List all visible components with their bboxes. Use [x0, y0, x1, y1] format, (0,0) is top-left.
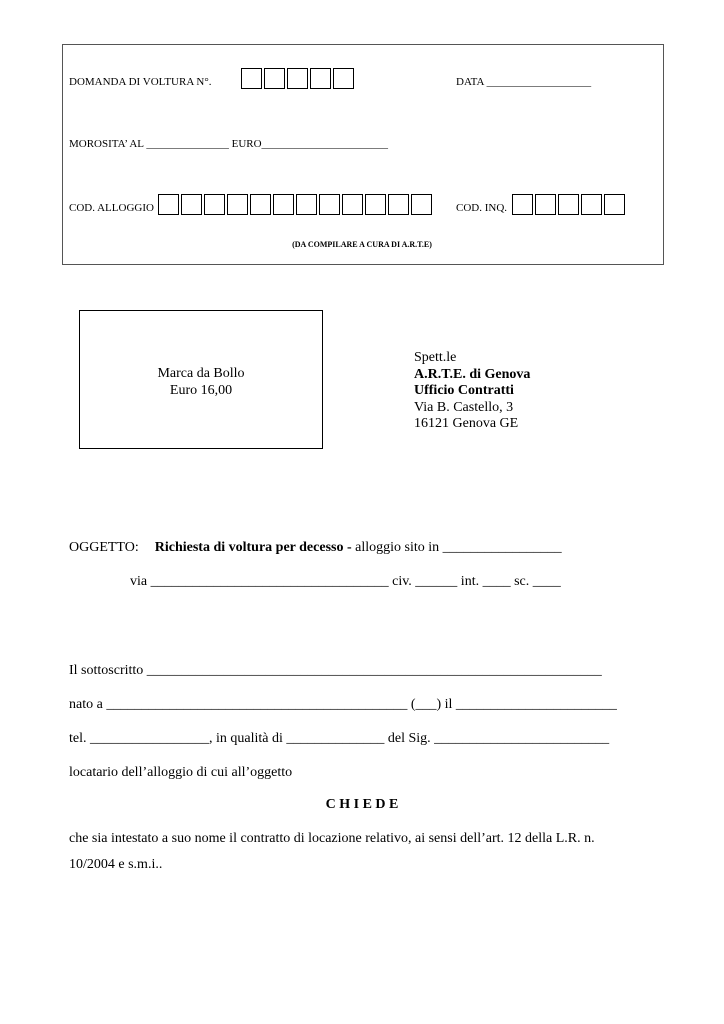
code-cell[interactable]: [287, 68, 308, 89]
code-cell[interactable]: [411, 194, 432, 215]
code-cell[interactable]: [342, 194, 363, 215]
recipient-city: 16121 Genova GE: [414, 416, 519, 431]
code-cell[interactable]: [319, 194, 340, 215]
code-cell[interactable]: [273, 194, 294, 215]
code-cell[interactable]: [158, 194, 179, 215]
marca-da-bollo-box: [79, 310, 323, 449]
code-cell[interactable]: [181, 194, 202, 215]
code-cell[interactable]: [227, 194, 248, 215]
code-cell[interactable]: [604, 194, 625, 215]
request-paragraph-line1: che sia intestato a suo nome il contratto di locazione relativo, ai sensi dell’art. 12 della L.R. n.: [69, 831, 595, 846]
locatario-line: locatario dell’alloggio di cui all’oggetto: [69, 765, 293, 780]
code-cell[interactable]: [204, 194, 225, 215]
code-cell[interactable]: [264, 68, 285, 89]
recipient-office: Ufficio Contratti: [414, 383, 514, 398]
bollo-line2: Euro 16,00: [169, 383, 233, 398]
cod-inq-cells[interactable]: [512, 194, 627, 215]
recipient-name: A.R.T.E. di Genova: [414, 367, 531, 382]
code-cell[interactable]: [310, 68, 331, 89]
code-cell[interactable]: [581, 194, 602, 215]
code-cell[interactable]: [333, 68, 354, 89]
code-cell[interactable]: [241, 68, 262, 89]
code-cell[interactable]: [250, 194, 271, 215]
cod-inq-label: COD. INQ.: [456, 202, 508, 214]
admin-note: (DA COMPILARE A CURA DI A.R.T.E): [292, 240, 432, 249]
code-cell[interactable]: [296, 194, 317, 215]
code-cell[interactable]: [512, 194, 533, 215]
data-label: DATA ___________________: [456, 76, 592, 88]
code-cell[interactable]: [535, 194, 556, 215]
recipient-greeting: Spett.le: [414, 350, 457, 365]
nato-line: nato a ___________________________________________ (___) il _______________________: [69, 697, 617, 712]
sottoscritto-line: Il sottoscritto _________________________________________________________________: [69, 663, 602, 678]
code-cell[interactable]: [558, 194, 579, 215]
domanda-label: DOMANDA DI VOLTURA N°.: [69, 76, 212, 88]
domanda-cells[interactable]: [241, 68, 356, 89]
oggetto-label: OGGETTO:: [69, 540, 139, 555]
cod-alloggio-cells[interactable]: [158, 194, 434, 215]
oggetto-rest: alloggio sito in _________________: [351, 540, 562, 555]
code-cell[interactable]: [388, 194, 409, 215]
chiede-heading: C H I E D E: [325, 797, 399, 812]
tel-line: tel. _________________, in qualità di ______________ del Sig. _________________________: [69, 731, 610, 746]
oggetto-address-line: via __________________________________ civ. ______ int. ____ sc. ____: [130, 574, 561, 589]
cod-alloggio-label: COD. ALLOGGIO: [69, 202, 154, 214]
code-cell[interactable]: [365, 194, 386, 215]
oggetto-subject: Richiesta di voltura per decesso -: [154, 540, 352, 555]
bollo-line1: Marca da Bollo: [157, 366, 245, 381]
oggetto-line: [69, 540, 562, 556]
recipient-street: Via B. Castello, 3: [414, 400, 514, 415]
request-paragraph-line2: 10/2004 e s.m.i..: [69, 857, 163, 872]
morosita-label: MOROSITA’ AL _______________ EURO_______________________: [69, 138, 389, 150]
